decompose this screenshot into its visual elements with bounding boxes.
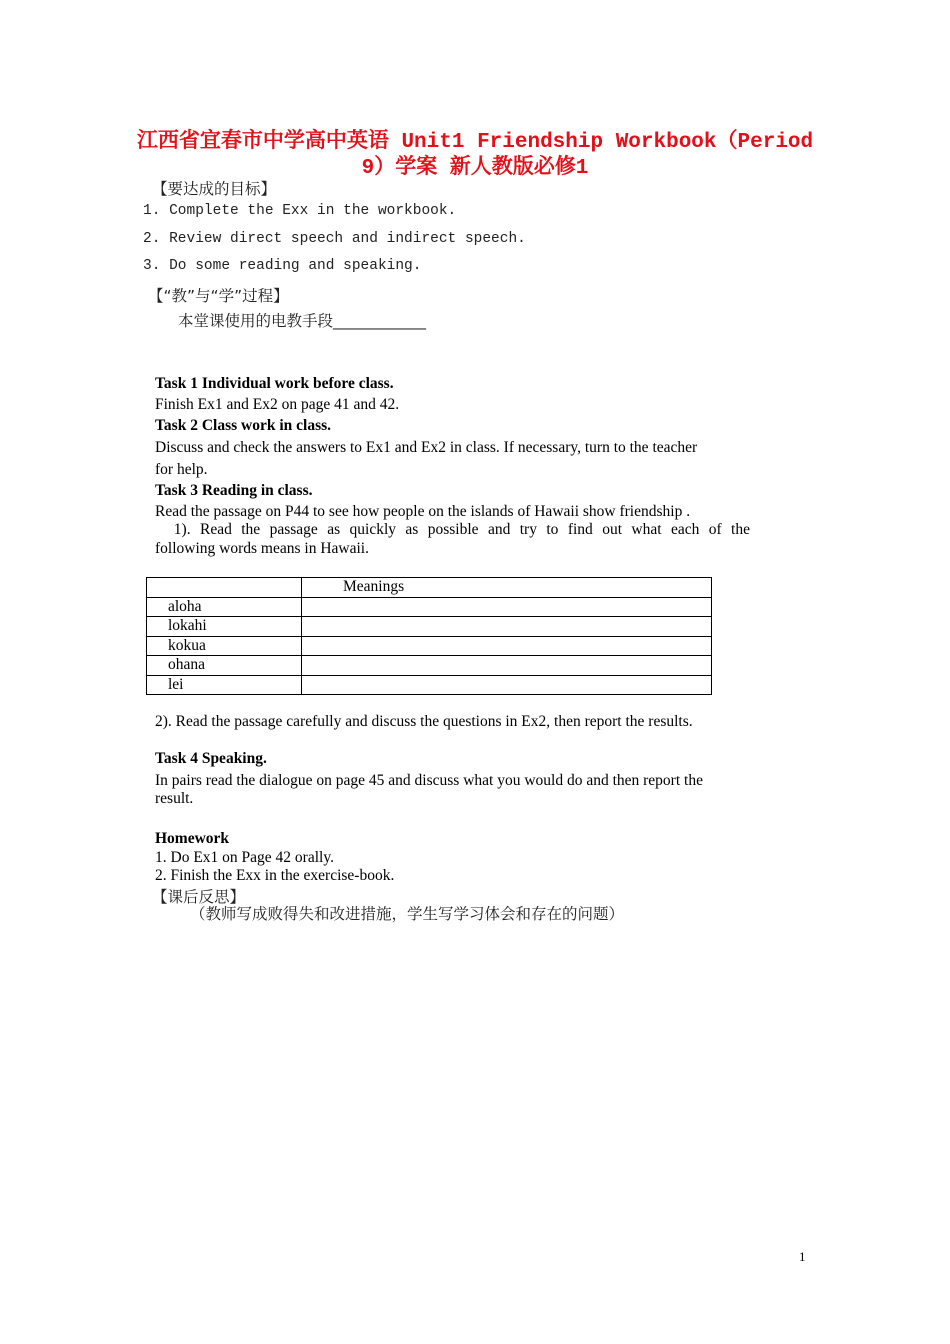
table-header-cell: Meanings — [302, 578, 712, 598]
table-row — [147, 597, 712, 617]
goal-item: 3. Do some reading and speaking. — [143, 258, 422, 274]
word-cell: lokahi — [147, 617, 302, 637]
meaning-cell[interactable] — [302, 636, 712, 656]
reflection-text: （教师写成败得失和改进措施，学生写学习体会和存在的问题） — [190, 905, 625, 923]
word-cell: aloha — [147, 597, 302, 617]
homework-item: 2. Finish the Exx in the exercise-book. — [155, 867, 395, 884]
goal-item: 2. Review direct speech and indirect speech. — [143, 231, 526, 247]
meaning-cell[interactable] — [302, 675, 712, 695]
task3-text: Read the passage on P44 to see how people on the islands of Hawaii show friendship . — [155, 503, 691, 520]
task4-text: result. — [155, 790, 194, 807]
homework-item: 1. Do Ex1 on Page 42 orally. — [155, 849, 334, 866]
meaning-cell[interactable] — [302, 656, 712, 676]
table-row — [147, 656, 712, 676]
task3-question-1: 1). Read the passage as quickly as possible and try to find out what each of the — [155, 521, 750, 538]
meaning-cell[interactable] — [302, 617, 712, 637]
task3-heading: Task 3 Reading in class. — [155, 482, 313, 499]
task2-heading: Task 2 Class work in class. — [155, 417, 332, 434]
reflection-heading: 【课后反思】 — [152, 888, 246, 906]
goals-heading: 【要达成的目标】 — [152, 180, 277, 198]
word-cell: lei — [147, 675, 302, 695]
word-cell: ohana — [147, 656, 302, 676]
page-number: 1 — [799, 1249, 806, 1264]
task4-text: In pairs read the dialogue on page 45 and discuss what you would do and then report the — [155, 772, 703, 789]
table-row — [147, 675, 712, 695]
task1-text: Finish Ex1 and Ex2 on page 41 and 42. — [155, 396, 400, 413]
title-line-2: 9）学案 新人教版必修1 — [361, 157, 589, 180]
table-row — [147, 636, 712, 656]
task2-text: Discuss and check the answers to Ex1 and Ex2 in class. If necessary, turn to the teacher — [155, 439, 698, 456]
table-header-cell — [147, 578, 302, 598]
goal-item: 1. Complete the Exx in the workbook. — [143, 203, 457, 219]
task4-heading: Task 4 Speaking. — [155, 750, 267, 767]
table-row — [147, 617, 712, 637]
meanings-table — [146, 577, 712, 695]
homework-heading: Homework — [155, 830, 230, 847]
title-line-1: 江西省宜春市中学高中英语 Unit1 Friendship Workbook（Period — [136, 131, 814, 154]
media-line: 本堂课使用的电教手段____________ — [178, 312, 427, 330]
task3-question-2: 2). Read the passage carefully and discuss the questions in Ex2, then report the results. — [155, 713, 693, 730]
word-cell: kokua — [147, 636, 302, 656]
task1-heading: Task 1 Individual work before class. — [155, 375, 394, 392]
process-heading: 【“教”与“学”过程】 — [148, 287, 289, 305]
task2-text: for help. — [155, 461, 208, 478]
table-header-row — [147, 578, 712, 598]
task3-question-1-cont: following words means in Hawaii. — [155, 540, 369, 557]
meaning-cell[interactable] — [302, 597, 712, 617]
